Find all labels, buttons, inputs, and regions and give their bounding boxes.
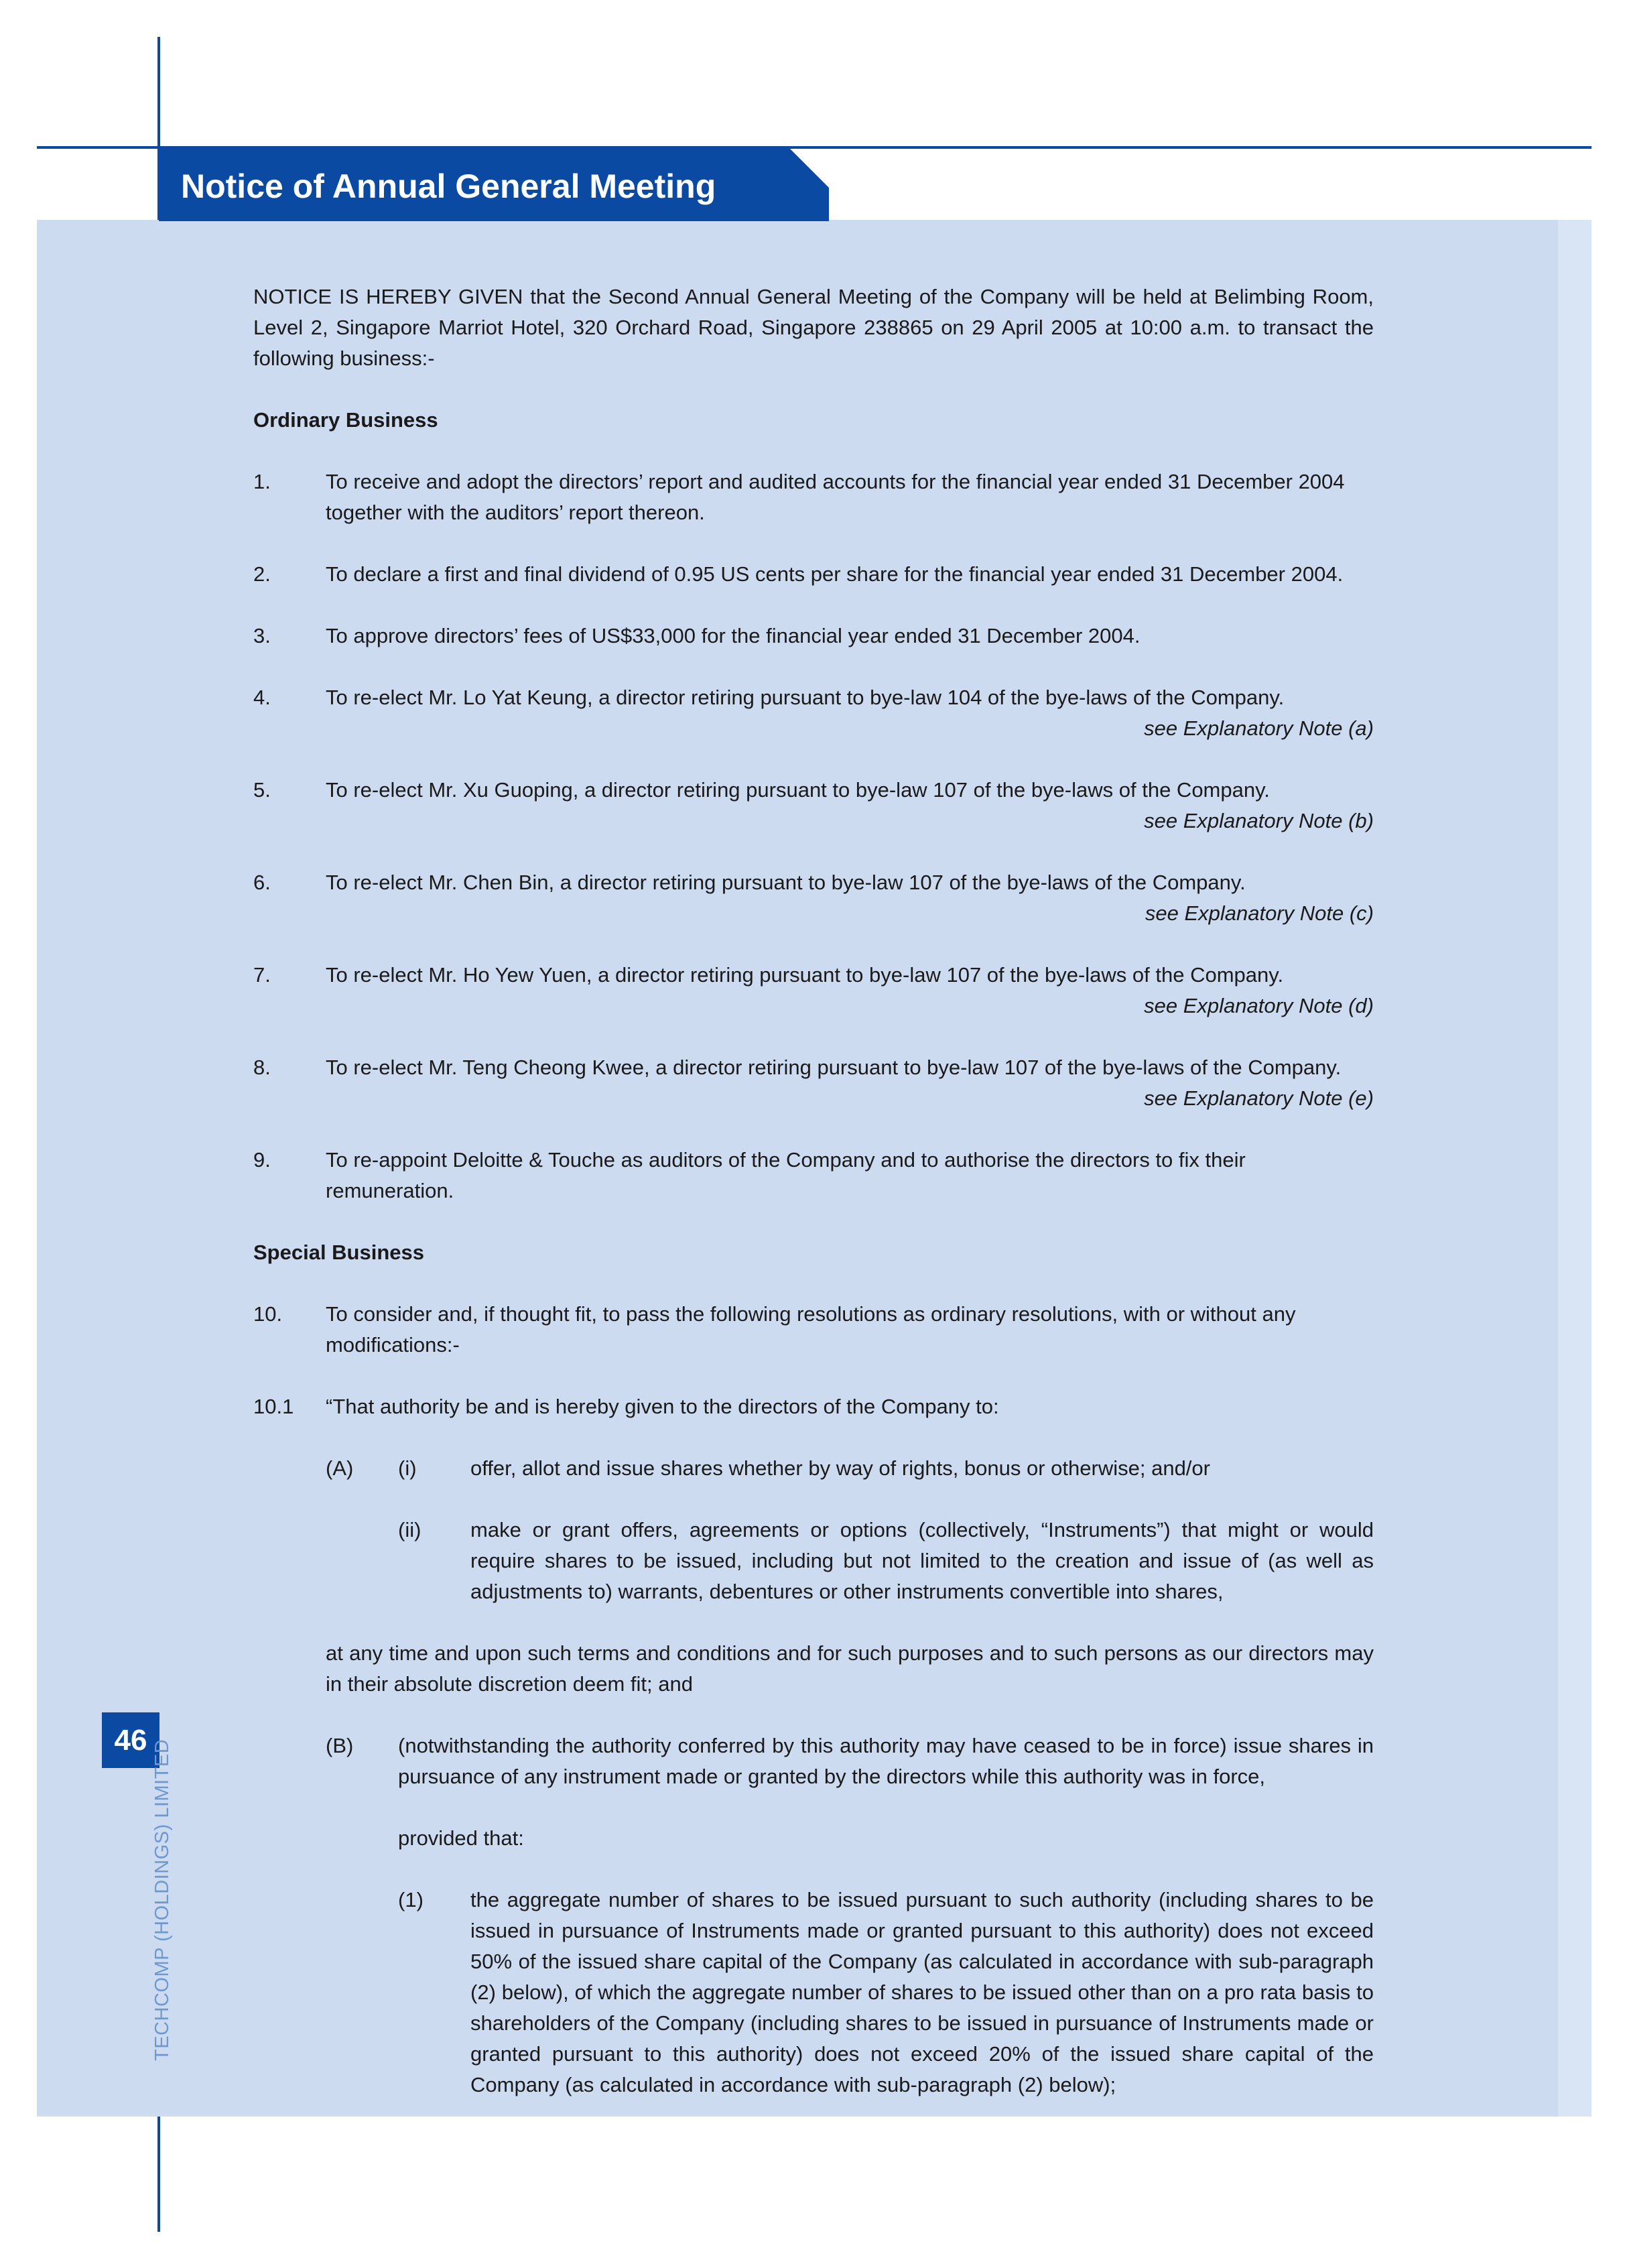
item-text: To re-elect Mr. Xu Guoping, a director retiring pursuant to bye-law 107 of the bye-laws of the Company. xyxy=(326,778,1270,802)
list-item xyxy=(253,1391,1374,1422)
item-text: To re-elect Mr. Chen Bin, a director retiring pursuant to bye-law 107 of the bye-laws of the Company. xyxy=(326,871,1246,894)
subclause-text: make or grant offers, agreements or options (collectively, “Instruments”) that might or would require shares to be issued, including but not limited to the creation and issue of (as well as adjustments to) warrants, debentures or other instruments convertible into shares, xyxy=(470,1518,1374,1603)
clause-label: (A) xyxy=(326,1456,354,1480)
subclause-text: offer, allot and issue shares whether by way of rights, bonus or otherwise; and/or xyxy=(470,1456,1210,1480)
item-number: 4. xyxy=(253,686,271,709)
list-item xyxy=(253,1145,1374,1206)
item-text: To re-elect Mr. Lo Yat Keung, a director retiring pursuant to bye-law 104 of the bye-laws of the Company. xyxy=(326,686,1285,709)
proviso-label: (1) xyxy=(398,1888,424,1911)
notice-body xyxy=(253,281,1374,2100)
clause-label: (B) xyxy=(326,1734,354,1757)
item-text: To consider and, if thought fit, to pass the following resolutions as ordinary resolutions, with or without any modifications:- xyxy=(326,1302,1296,1357)
item-number: 3. xyxy=(253,624,271,647)
list-item xyxy=(253,621,1374,651)
item-number: 10. xyxy=(253,1302,283,1326)
resolution-clause-b xyxy=(253,1730,1374,1792)
resolution-clause-a-i xyxy=(253,1453,1374,1484)
company-name-vertical: TECHCOMP (HOLDINGS) LIMITED xyxy=(151,1739,173,2061)
item-number: 2. xyxy=(253,562,271,586)
item-text: To approve directors’ fees of US$33,000 for the financial year ended 31 December 2004. xyxy=(326,624,1141,647)
item-text: “That authority be and is hereby given to the directors of the Company to: xyxy=(326,1395,999,1418)
list-item xyxy=(253,466,1374,528)
list-item xyxy=(253,1299,1374,1361)
provided-that-row xyxy=(253,1823,1374,1854)
list-item xyxy=(253,775,1374,806)
paragraph-text: at any time and upon such terms and conditions and for such purposes and to such persons as our directors may in their absolute discretion deem fit; and xyxy=(326,1641,1374,1696)
item-number: 5. xyxy=(253,778,271,802)
page-title: Notice of Annual General Meeting xyxy=(181,168,716,205)
list-item xyxy=(253,1052,1374,1083)
explanatory-note-ref: see Explanatory Note (c) xyxy=(1145,901,1374,925)
list-item xyxy=(253,559,1374,590)
explanatory-note-ref: see Explanatory Note (e) xyxy=(1144,1086,1374,1110)
subclause-label: (i) xyxy=(398,1456,417,1480)
item-number: 9. xyxy=(253,1148,271,1172)
page-number: 46 xyxy=(102,1712,159,1768)
item-number: 1. xyxy=(253,470,271,493)
explanatory-note-ref: see Explanatory Note (b) xyxy=(1144,809,1374,832)
explanatory-note-ref: see Explanatory Note (d) xyxy=(1144,994,1374,1017)
item-text: To declare a first and final dividend of 0.95 US cents per share for the financial year ended 31 December 2004. xyxy=(326,562,1344,586)
item-number: 6. xyxy=(253,871,271,894)
explanatory-note-ref: see Explanatory Note (a) xyxy=(1144,716,1374,740)
item-text: To re-appoint Deloitte & Touche as auditors of the Company and to authorise the directors to fix their remuneration. xyxy=(326,1148,1246,1202)
proviso-text: the aggregate number of shares to be issued pursuant to such authority (including shares to be issued in pursuance of Instruments made or granted pursuant to this authority) does not exceed 50% of the issued share capital of the Company (as calculated in accordance with sub-paragraph (2) below), of which the aggregate number of shares to be issued other than on a pro rata basis to shareholders of the Company (including shares to be issued in pursuance of Instruments made or granted pursuant to this authority) does not exceed 20% of the issued share capital of the Company (as calculated in accordance with sub-paragraph (2) below); xyxy=(470,1888,1374,2096)
item-text: To re-elect Mr. Teng Cheong Kwee, a director retiring pursuant to bye-law 107 of the bye-laws of the Company. xyxy=(326,1056,1342,1079)
list-item xyxy=(253,960,1374,991)
list-item xyxy=(253,682,1374,713)
list-item xyxy=(253,867,1374,898)
clause-text: (notwithstanding the authority conferred by this authority may have ceased to be in force) issue shares in pursuance of any instrument made or granted by the directors while this authority was in force, xyxy=(398,1734,1374,1788)
item-text: To re-elect Mr. Ho Yew Yuen, a director retiring pursuant to bye-law 107 of the bye-laws of the Company. xyxy=(326,963,1284,987)
ordinary-business-heading: Ordinary Business xyxy=(253,408,438,432)
provided-that-text: provided that: xyxy=(398,1826,524,1850)
item-number: 10.1 xyxy=(253,1395,294,1418)
subclause-label: (ii) xyxy=(398,1518,421,1541)
proviso-1 xyxy=(253,1885,1374,2100)
item-number: 7. xyxy=(253,963,271,987)
item-text: To receive and adopt the directors’ report and audited accounts for the financial year ended 31 December 2004 together with the auditors’ report thereon. xyxy=(326,470,1345,524)
at-any-time-paragraph xyxy=(253,1638,1374,1700)
item-number: 8. xyxy=(253,1056,271,1079)
intro-paragraph: NOTICE IS HEREBY GIVEN that the Second Annual General Meeting of the Company will be held at Belimbing Room, Level 2, Singapore Marriot Hotel, 320 Orchard Road, Singapore 238865 on 29 April 2005 at 10:00 a.m. to transact the following business:- xyxy=(253,285,1374,370)
content-panel-edge xyxy=(1558,220,1591,2117)
special-business-heading: Special Business xyxy=(253,1241,425,1264)
resolution-clause-a-ii xyxy=(253,1515,1374,1607)
